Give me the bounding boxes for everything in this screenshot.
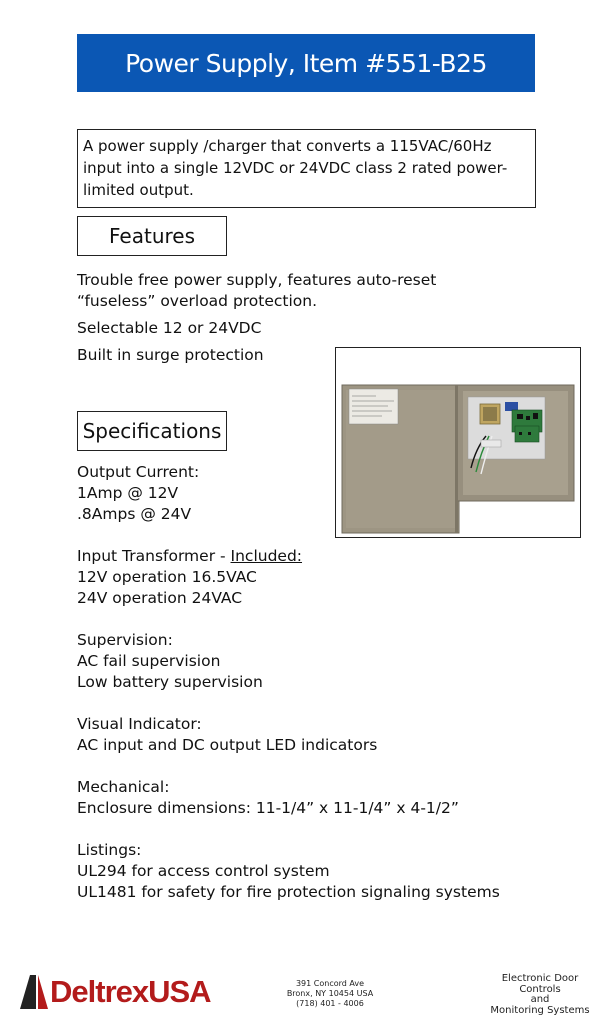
spec-label: Supervision: (77, 631, 173, 649)
spec-value: Low battery supervision (77, 673, 263, 691)
power-supply-enclosure-image (336, 348, 580, 537)
product-photo (335, 347, 581, 538)
features-heading (77, 216, 227, 256)
spec-value: 24V operation 24VAC (77, 589, 243, 607)
spec-mechanical (77, 777, 547, 819)
address-line: 391 Concord Ave (295, 979, 365, 988)
company-tagline (480, 974, 600, 1016)
spec-value: Enclosure dimensions: 11-1/4” x 11-1/4” x 4-1/2” (77, 799, 459, 817)
page-title: Power Supply, Item #551-B25 (125, 48, 487, 78)
spec-value: UL294 for access control system (77, 862, 330, 880)
spec-label (77, 546, 547, 567)
spec-label-text: Input Transformer - (77, 547, 231, 565)
spec-value: 1Amp @ 12V (77, 484, 179, 502)
spec-value: UL1481 for safety for fire protection signaling systems (77, 883, 500, 901)
spec-label: Listings: (77, 841, 142, 859)
product-description: A power supply /charger that converts a 115VAC/60Hz input into a single 12VDC or 24VDC class 2 rated power-limited output. (77, 129, 536, 208)
phone-number: (718) 401 - 4006 (296, 999, 364, 1008)
feature-item: Trouble free power supply, features auto-reset “fuseless” overload protection. (77, 271, 437, 310)
tagline-line: and (530, 994, 550, 1005)
deltrex-logo-mark-icon (20, 975, 48, 1009)
specifications-heading-label: Specifications (82, 419, 222, 443)
tagline-line: Electronic Door Controls (501, 973, 579, 995)
spec-visual-indicator (77, 714, 547, 756)
spec-value: AC fail supervision (77, 652, 221, 670)
address-line: Bronx, NY 10454 USA (286, 989, 374, 998)
feature-item: Selectable 12 or 24VDC (77, 319, 262, 337)
tagline-line: Monitoring Systems (490, 1004, 590, 1016)
spec-label: Visual Indicator: (77, 715, 202, 733)
brand-logo (20, 974, 211, 1010)
spec-value: .8Amps @ 24V (77, 505, 192, 523)
feature-item: Built in surge protection (77, 346, 264, 364)
spec-label: Mechanical: (77, 778, 170, 796)
spec-label: Output Current: (77, 463, 200, 481)
page-title-banner (77, 34, 535, 92)
spec-value: AC input and DC output LED indicators (77, 736, 378, 754)
features-heading-label: Features (109, 224, 195, 248)
spec-value: 12V operation 16.5VAC (77, 568, 257, 586)
specifications-heading (77, 411, 227, 451)
brand-name: DeltrexUSA (50, 974, 211, 1009)
spec-input-transformer (77, 546, 547, 609)
spec-listings (77, 840, 547, 903)
spec-label-included: Included: (230, 547, 303, 565)
company-address (280, 979, 380, 1009)
spec-supervision (77, 630, 547, 693)
